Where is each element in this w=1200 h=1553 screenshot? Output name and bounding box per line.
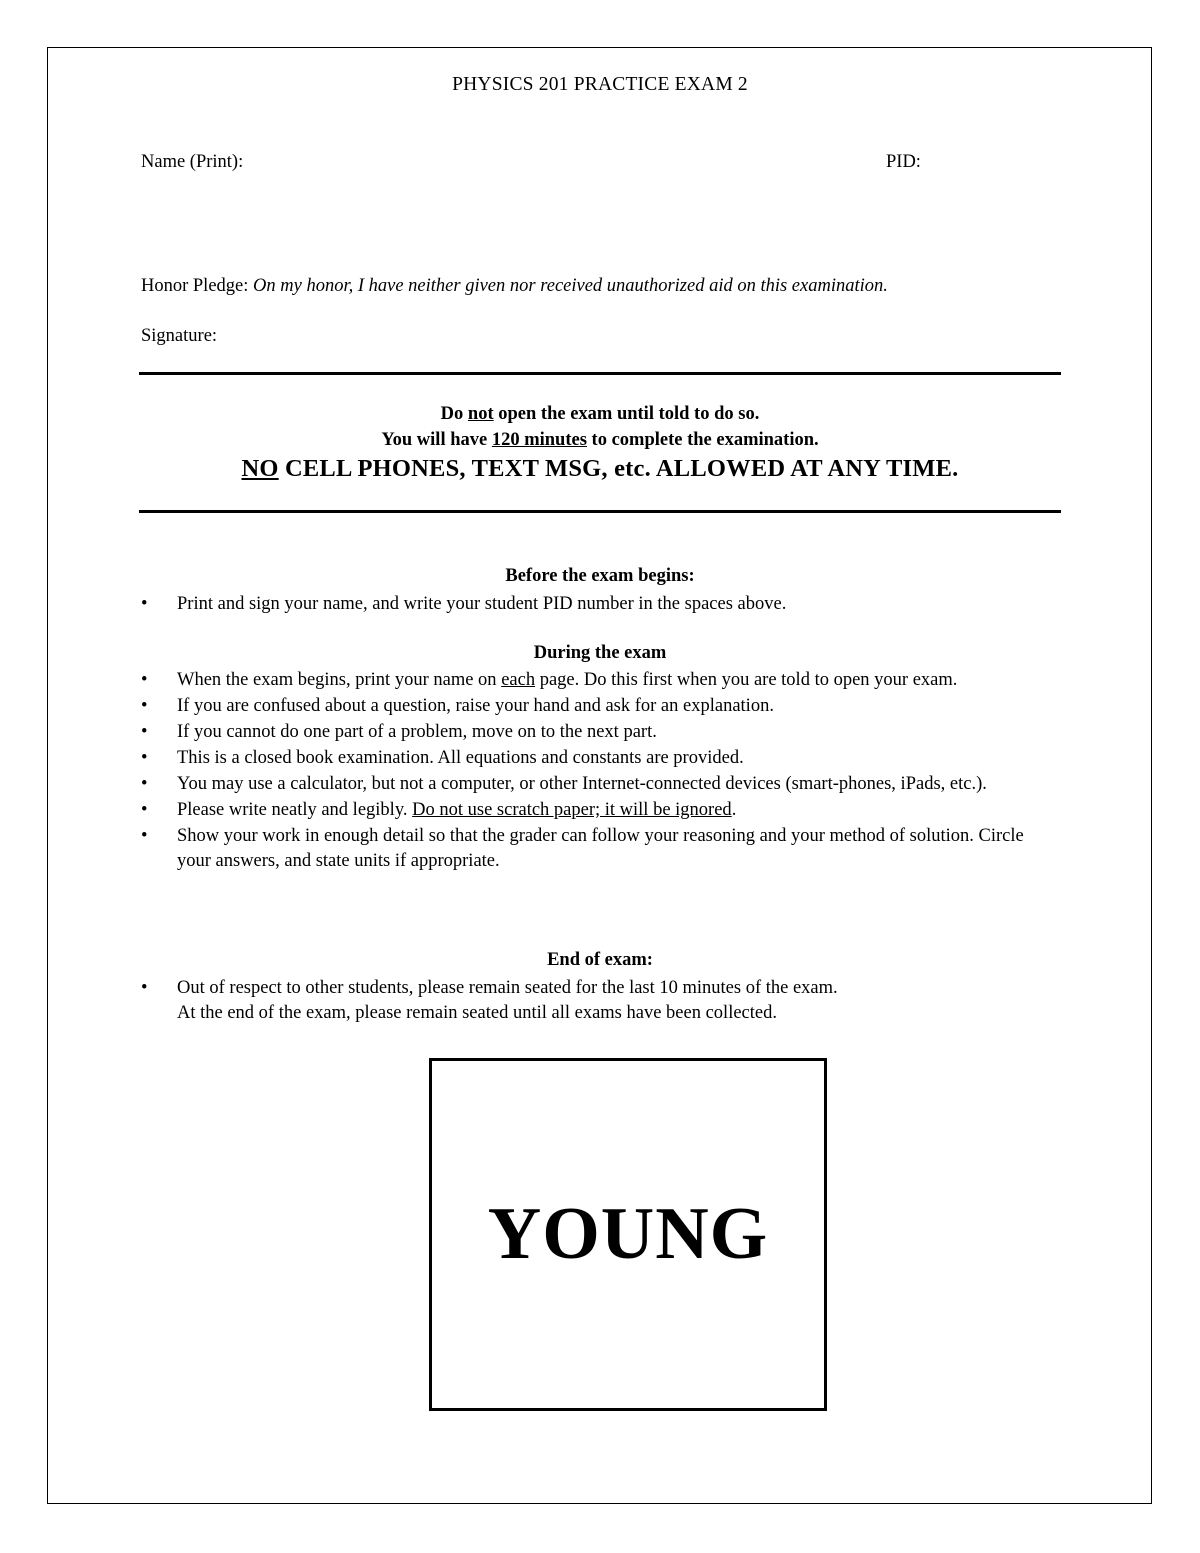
during-exam-list (141, 668, 1051, 875)
notice-time-limit: You will have 120 minutes to complete the examination. (381, 430, 819, 450)
list-item: • When the exam begins, print your name on each page. Do this first when you are told to open your exam. (141, 668, 1051, 693)
honor-pledge-text: On my honor, I have neither given nor received unauthorized aid on this examination. (253, 276, 888, 296)
each-emphasis: each (501, 670, 536, 690)
honor-pledge-label: Honor Pledge: (141, 276, 254, 296)
honor-pledge (141, 276, 888, 297)
list-item: • You may use a calculator, but not a computer, or other Internet-connected devices (smart-phones, iPads, etc.). (141, 772, 1051, 797)
notice-minutes-emphasis: 120 minutes (491, 430, 587, 450)
end-exam-list (141, 976, 1051, 1027)
list-item: • If you cannot do one part of a problem, move on to the next part. (141, 720, 1051, 745)
signature-field-label: Signature: (141, 326, 218, 346)
version-stamp-box (429, 1058, 827, 1411)
list-item: • Out of respect to other students, please remain seated for the last 10 minutes of the exam. At the end of the exam, please remain seated until all exams have been collected. (141, 976, 1051, 1026)
list-item: • Please write neatly and legibly. Do not use scratch paper; it will be ignored. (141, 798, 1051, 823)
notice-not-emphasis: not (467, 404, 494, 424)
divider-bottom (139, 510, 1061, 513)
list-item: • Show your work in enough detail so that the grader can follow your reasoning and your method of solution. Circle your answers, and state units if appropriate. (141, 824, 1051, 874)
name-field-label: Name (Print): (141, 152, 244, 172)
list-item: • Print and sign your name, and write your student PID number in the spaces above. (141, 592, 1051, 617)
before-exam-heading: Before the exam begins: (505, 566, 695, 586)
list-item: • This is a closed book examination. All equations and constants are provided. (141, 746, 1051, 771)
list-item: • If you are confused about a question, raise your hand and ask for an explanation. (141, 694, 1051, 719)
exam-title: PHYSICS 201 PRACTICE EXAM 2 (452, 74, 748, 95)
notice-no-phones: NO CELL PHONES, TEXT MSG, etc. ALLOWED AT ANY TIME. (241, 455, 959, 482)
version-stamp-text: YOUNG (487, 1193, 769, 1275)
divider-top (139, 372, 1061, 375)
pid-field-label: PID: (886, 152, 921, 172)
notice-no-emphasis: NO (241, 455, 279, 482)
during-exam-heading: During the exam (533, 643, 667, 663)
notice-do-not-open: Do not open the exam until told to do so. (440, 404, 760, 424)
before-exam-list (141, 592, 1051, 618)
end-exam-heading: End of exam: (547, 950, 653, 970)
scratch-paper-emphasis: Do not use scratch paper; it will be ignored (412, 800, 732, 820)
